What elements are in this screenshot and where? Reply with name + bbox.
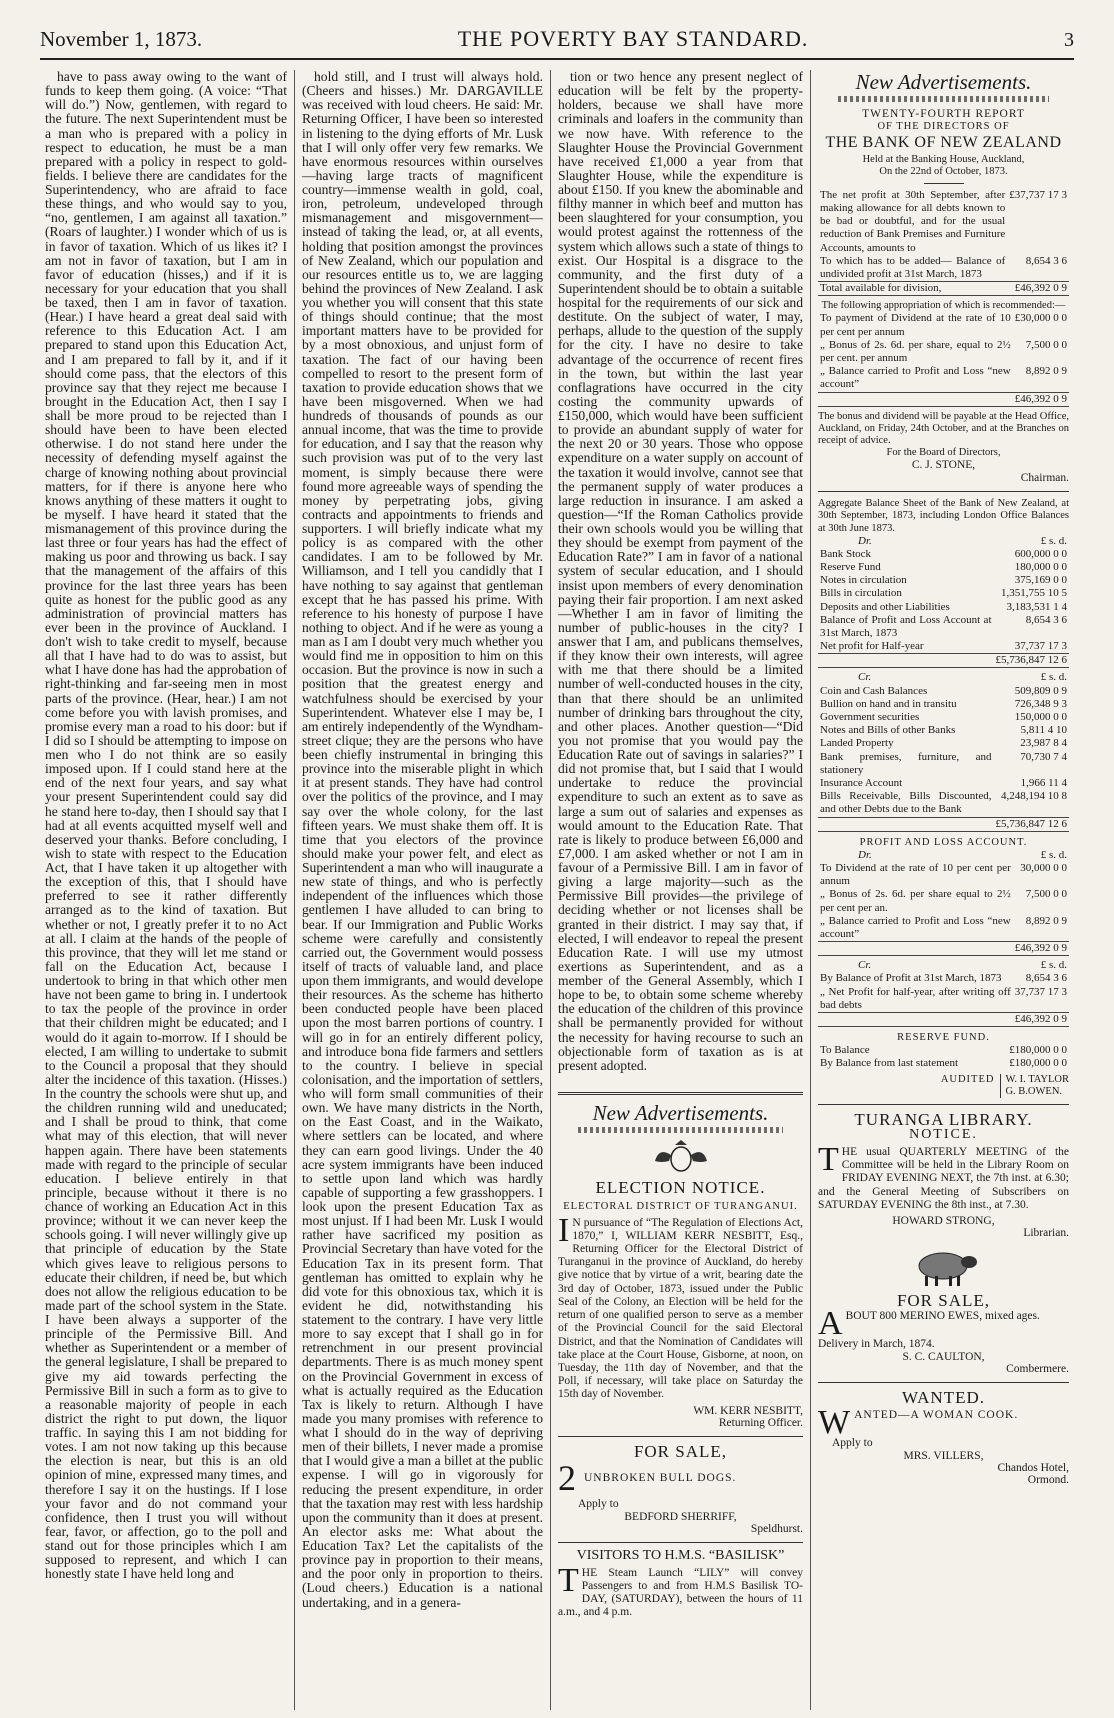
balance-intro: Aggregate Balance Sheet of the Bank of New Zealand, at 30th September, 1873, including London Office Balances at 30th June 1873.: [818, 498, 1069, 534]
wanted-apply: Apply to: [832, 1437, 873, 1450]
table-row: [818, 601, 1069, 614]
row-amount: 5,811 4 10: [1020, 724, 1067, 737]
row-amount: 8,892 0 9: [1025, 914, 1067, 927]
sale-title: FOR SALE,: [896, 1291, 991, 1311]
row-amount: £46,392 0 9: [1014, 1013, 1067, 1026]
wanted-town: Ormond.: [1027, 1474, 1069, 1487]
divider: [818, 1104, 1069, 1105]
dr-label: Dr.: [858, 848, 872, 861]
row-amount: 8,654 3 6: [1025, 972, 1067, 985]
table-row: [818, 698, 1069, 711]
issue-date: November 1, 1873.: [40, 27, 203, 51]
row-label: Bills in circulation: [820, 587, 902, 600]
table-header: [818, 849, 1069, 862]
row-amount: 7,500 0 0: [1025, 338, 1067, 351]
row-amount: £5,736,847 12 6: [995, 654, 1067, 667]
row-label: „ Balance carried to Profit and Loss “new account”: [820, 914, 1011, 940]
row-amount: 30,000 0 0: [1020, 861, 1067, 874]
election-notice-title: ELECTION NOTICE.: [595, 1177, 766, 1197]
visitors-body: [558, 1561, 803, 1620]
table-row: [818, 640, 1069, 654]
wanted-title: WANTED.: [901, 1388, 985, 1408]
column-4: [810, 70, 1076, 1710]
row-label: The net profit at 30th September, after making allowance for all debts known to be bad or doubtful, and for the usual reduction of Bank Premises and Furniture Accounts, amounts to: [820, 188, 1006, 254]
library-title: TURANGA LIBRARY.: [854, 1109, 1033, 1129]
row-amount: 150,000 0 0: [1014, 711, 1067, 724]
table-row: [818, 711, 1069, 724]
row-amount: £46,392 0 9: [1014, 942, 1067, 955]
table-row: [818, 915, 1069, 942]
row-amount: 1,966 11 4: [1020, 776, 1067, 789]
row-amount: 8,654 3 6: [1025, 254, 1067, 267]
table-row: [818, 339, 1069, 365]
auditor-2: G. B.OWEN.: [1005, 1085, 1063, 1097]
row-amount: 3,183,531 1 4: [1006, 600, 1067, 613]
appropriation-table: [818, 312, 1069, 406]
lsd-header: £ s. d.: [1040, 671, 1067, 684]
chairman-name: C. J. STONE,: [911, 458, 976, 471]
row-amount: 8,892 0 9: [1025, 365, 1067, 378]
row-amount: £30,000 0 0: [1014, 312, 1067, 325]
election-district: ELECTORAL DISTRICT OF TURANGANUI.: [563, 1200, 798, 1212]
pl-title: PROFIT AND LOSS ACCOUNT.: [859, 836, 1028, 848]
profit-table: [818, 189, 1069, 297]
table-row: [818, 737, 1069, 750]
row-label: [818, 942, 1013, 956]
row-amount: 70,730 7 4: [1020, 750, 1067, 763]
table-row: [818, 614, 1069, 640]
divider: [558, 1542, 803, 1543]
divider: [558, 1092, 803, 1095]
dr-label: Dr.: [858, 534, 872, 547]
table-row: [818, 942, 1069, 956]
new-ads-heading: New Advertisements.: [592, 1101, 769, 1125]
auditor-names: [1000, 1074, 1069, 1098]
row-amount: £37,737 17 3: [1009, 188, 1067, 201]
dropcap: T: [818, 1141, 839, 1179]
table-row: [818, 685, 1069, 698]
row-label: „ Balance carried to Profit and Loss “new account”: [820, 365, 1011, 391]
row-label: Notes and Bills of other Banks: [820, 724, 956, 737]
row-label: To Dividend at the rate of 10 per cent per annum: [820, 861, 1011, 888]
speech-continuation: [558, 70, 803, 1084]
divider: [818, 491, 1069, 492]
table-header: [818, 535, 1069, 548]
table-row: [818, 392, 1069, 406]
row-amount: 509,809 0 9: [1014, 684, 1067, 697]
row-amount: 7,500 0 0: [1025, 888, 1067, 901]
sale-delivery: Delivery in March, 1874.: [818, 1337, 935, 1350]
table-row: [818, 1013, 1069, 1027]
election-notice-body: [558, 1211, 803, 1402]
divider: [924, 183, 964, 184]
row-label: Landed Property: [820, 737, 894, 750]
pl-cr-table: [818, 959, 1069, 1027]
lsd-header: £ s. d.: [1040, 534, 1067, 547]
audited-label: AUDITED: [940, 1073, 995, 1085]
table-row: [818, 1044, 1069, 1057]
table-row: [818, 1057, 1069, 1070]
visitors-title: VISITORS TO H.M.S. “BASILISK”: [576, 1548, 785, 1564]
table-row: [818, 724, 1069, 737]
balance-dr-table: [818, 535, 1069, 669]
sale-body: [818, 1304, 1069, 1342]
table-header: [818, 959, 1069, 972]
masthead: [40, 18, 1074, 60]
table-row: [818, 282, 1069, 296]
sale-place: Combermere.: [1006, 1363, 1069, 1376]
table-row: [818, 574, 1069, 587]
table-row: [818, 189, 1069, 255]
balance-cr-table: [818, 671, 1069, 831]
librarian-name: HOWARD STRONG,: [892, 1215, 995, 1228]
columns: [38, 70, 1076, 1710]
cr-label: Cr.: [858, 959, 872, 972]
lsd-header: £ s. d.: [1040, 959, 1067, 972]
row-amount: £46,392 0 9: [1007, 282, 1069, 296]
bull-dogs-seller: BEDFORD SHERRIFF,: [624, 1510, 737, 1523]
column-2: [294, 70, 550, 1710]
row-label: Coin and Cash Balances: [820, 684, 928, 697]
table-header: [818, 671, 1069, 684]
row-amount: £46,392 0 9: [1014, 392, 1067, 405]
table-row: [818, 777, 1069, 790]
row-label: By Balance of Profit at 31st March, 1873: [820, 972, 1002, 985]
row-label: Notes in circulation: [820, 574, 907, 587]
table-row: [818, 790, 1069, 817]
table-row: [818, 888, 1069, 914]
bull-dogs-ad: [558, 1460, 803, 1497]
row-amount: 4,248,194 10 8: [1001, 790, 1067, 803]
bull-dogs-place: Speldhurst.: [750, 1523, 803, 1536]
row-label: To payment of Dividend at the rate of 10 per cent per annum: [820, 312, 1011, 338]
row-label: „ Bonus of 2s. 6d. per share equal to 2½ per cent per an.: [820, 888, 1011, 914]
row-amount: 8,654 3 6: [1025, 613, 1067, 626]
new-ads-heading: New Advertisements.: [855, 70, 1032, 94]
sale-body-text: BOUT 800 MERINO EWES, mixed ages.: [845, 1309, 1040, 1322]
table-row: [818, 817, 1069, 831]
wanted-body: [818, 1404, 1069, 1442]
table-row: [818, 654, 1069, 668]
sheep-icon: [907, 1244, 981, 1288]
auditor-1: W. I. TAYLOR: [1005, 1073, 1069, 1085]
row-amount: £180,000 0 0: [1009, 1044, 1067, 1057]
row-label: [818, 654, 994, 668]
column-3: [550, 70, 810, 1710]
held-at: Held at the Banking House, Auckland,: [862, 153, 1025, 165]
row-label: Bank premises, furniture, and stationery: [820, 750, 992, 776]
wavy-rule: [838, 96, 1049, 102]
election-signer: WM. KERR NESBITT,: [693, 1404, 803, 1417]
row-label: „ Bonus of 2s. 6d. per share, equal to 2½ per cent. per annum: [820, 338, 1011, 364]
dropcap: T: [558, 1561, 579, 1599]
row-label: Insurance Account: [820, 776, 903, 789]
row-label: [818, 1013, 1013, 1027]
row-label: Government securities: [820, 711, 920, 724]
row-amount: 37,737 17 3: [1014, 985, 1067, 998]
row-amount: 375,169 0 0: [1014, 574, 1067, 587]
row-label: Total available for division,: [818, 282, 1007, 296]
speech-text-3: tion or two hence any present neglect of education will be felt by the property-holders, because we shall have more criminals and loafers in the community than we now have. With reference to the Slaughter House the Provincial Government have received £1,000 a year from that Slaughter House, while the expenditure is about £150. If you knew the abominable and filthy manner in which beef and mutton has been slaughtered for your consumption, you would protest against the rottenness of the system which allows such a state of things to exist. Our Hospital is a disgrace to the community, and the first duty of a Superintendent should be to obtain a suitable hospital for the requirements of our sick and destitute. On the subject of water, I may, perhaps, allude to the question of the supply for the city. I have no desire to take advantage of the occurrence of recent fires in the town, but within the last year conflagrations have occurred in the city costing the community upwards of £150,000, which would have been sufficient to provide an abundant supply of water for the next 20 or 30 years. Those who oppose expenditure on a water supply on account of the taxation it would involve, cannot see that the permanent supply of water produces a large reduction in insurance. I am asked a question—“If the Roman Catholics provide their own schools would you be willing that they should be exempt from payment of the Education Rate?” I am in favor of a national system of secular education, and I should insist upon members of every denomination paying their fair proportion. I am next asked—Whether I am in favor of limiting the number of public-houses in the city? I answer that I am, and publicans themselves, if they know their own interests, will agree with me that there should be a limited number of well-conducted houses in the city, than that there should be an unlimited number of drinking bars throughout the city, and other places. Another question—“Did you not promise that you would pay the Education Rate out of savings in salaries?” I did not promise that, but I said that I would undertake to reduce the provincial expenditure to such an extent as to save as large a sum out of salaries and expenses as would amount to the Education Rate. That rate is likely to produce between £6,000 and £7,000. I am asked whether or not I am in favour of a Permissive Bill. I am in favor of giving a large majority—such as the Permissive Bill provides—the privilege of deciding whether or not licenses shall be granted in their district. I may say that, if elected, I will endeavor to repeal the present Education Rate. I will use my utmost exertions as Superintendent, and as a member of the General Assembly, which I hope to be, to obtain some scheme whereby the education of the children of this province shall be permanently provided for without the necessity for having recourse to such an objectionable form of taxation as is at present adopted.: [558, 70, 803, 1073]
election-signer-role: Returning Officer.: [718, 1416, 803, 1429]
report-subtitle: OF THE DIRECTORS OF: [877, 121, 1010, 133]
row-label: „ Net Profit for half-year, after writing off bad debts: [820, 985, 1011, 1011]
wanted-place: Chandos Hotel,: [997, 1462, 1069, 1475]
row-label: To Balance: [820, 1044, 870, 1057]
reserve-table: [818, 1044, 1069, 1070]
cr-label: Cr.: [858, 671, 872, 684]
sale-seller: S. C. CAULTON,: [902, 1351, 985, 1364]
table-row: [818, 751, 1069, 777]
row-label: Balance of Profit and Loss Account at 31st March, 1873: [820, 613, 992, 639]
bank-name: THE BANK OF NEW ZEALAND: [825, 134, 1062, 152]
row-label: Reserve Fund: [820, 560, 881, 573]
row-amount: 23,987 8 4: [1020, 737, 1067, 750]
lsd-header: £ s. d.: [1040, 848, 1067, 861]
speech-text-2: hold still, and I trust will always hold. (Cheers and hisses.) Mr. DARGAVILLE was received with loud cheers. He said: Mr. Returning Officer, I have been so interested in listening to the dying efforts of Mr. Lusk that I will only offer very few remarks. We have enormous resources within ourselves—having large tracts of magnificent country—immense wealth in gold, coal, iron, petroleum, undeveloped through mismanagement and misgovernment—instead of taking the lead, or, at all events, holding that position amongst the provinces of New Zealand, which our population and our resources entitle us to, we are lagging behind the provinces of New Zealand. I ask you whether you will consent that this state of things should continue; that the most important matters have to be provided for by a most obnoxious, and unjust form of taxation. The fact of our having been compelled to resort to the present form of taxation to provide education shows that we have been misgoverned. When we had hundreds of thousands of pounds as our annual income, that was the time to provide for education, and I say that the reason why such provision was put of to the very last moment, is simply because there were found more agreeable ways of spending the money by perpetrating jobs, giving contracts and appointments to friends and supporters. I will briefly indicate what my policy is as compared with the other candidates. I am to be followed by Mr. Williamson, and I tell you candidly that I have nothing to say against that gentleman except that he has passed his prime. With reference to his honesty of purpose I have nothing to object. And if he were as young a man as I am I doubt very much whether you would find me in opposition to him on this occasion. But the province is now in such a position that the greatest energy and watchfulness should be exercised by your Superintendent. Whatever else I may be, I am entirely independently of the Wyndham-street clique; they are the persons who have been chiefly instrumental in bringing this province into the miserable plight in which it at present stands. They have had control over the politics of the province, and I may say over the whole colony, for the last fifteen years. We must shake them off. It is time that you electors of the province should make your power felt, and elect as Superintendent a man who will inaugurate a new state of things, and who is perfectly independent of the influences which those gentlemen I have alluded to can bring to bear. If our Immigration and Public Works scheme were carefully and consistently carried out, the Government would possess itself of tracts of valuable land, and place upon them immigrants, and would develope their resources. As the scheme has hitherto been conducted people have been placed upon the most barren portions of country. I will go in for an entirely different policy, and introduce bona fide farmers and settlers to the country. I believe in special colonisation, and the importation of settlers, who will form small communities of their own. We have many districts in the North, on the East Coast, and in the Waikato, where settlers can be located, and where they can earn good livings. Under the 40 acre system immigrants have been induced to settle upon land which was hardly capable of supporting a few grasshoppers. I look upon the present Education Tax as most unjust. If I had been Mr. Lusk I would rather have sacrificed my position as Provincial Secretary than have voted for the Education Tax in its present form. That gentleman has omitted to explain why he did vote for this obnoxious tax, which it is evident he did, notwithstanding his statement to the contrary. I have very little more to say except that I shall go in for retrenchment in our present provincial departments. There is as much money spent on the Provincial Government in excess of what is actually required as the Education Tax is likely to return. Although I have made you many promises with reference to what I should do in the way of depriving men of their billets, I never made a promise that I would give a man a billet at the public expense. I will go in vigorously for reducing the present expenditure, in order that the taxation may rest with less hardship upon the community than it does at present. An elector asks me: What about the Education Tax? Let the capitalists of the province pay in proportion to their means, and the poor only in proportion to theirs. (Loud cheers.) Education is a national undertaking, and in a genera-: [302, 70, 543, 1610]
row-label: By Balance from last statement: [820, 1057, 959, 1070]
library-body: [818, 1141, 1069, 1212]
row-label: Bullion on hand and in transitu: [820, 697, 957, 710]
bull-dogs-count: 2: [558, 1458, 576, 1499]
row-amount: £5,736,847 12 6: [995, 817, 1067, 830]
row-label: [818, 817, 994, 831]
row-amount: 726,348 9 3: [1014, 697, 1067, 710]
table-row: [818, 561, 1069, 574]
royal-crest-icon: [651, 1139, 711, 1175]
table-row: [818, 587, 1069, 600]
row-amount: £180,000 0 0: [1009, 1057, 1067, 1070]
row-amount: 600,000 0 0: [1014, 547, 1067, 560]
dropcap: W: [818, 1404, 852, 1442]
column-1: [38, 70, 294, 1710]
divider: [818, 1382, 1069, 1383]
table-row: [818, 365, 1069, 392]
bull-dogs-apply: Apply to: [578, 1497, 619, 1510]
table-row: [818, 972, 1069, 985]
row-amount: 37,737 17 3: [1014, 640, 1067, 653]
wanted-body-text: ANTED—A WOMAN COOK.: [854, 1409, 1019, 1422]
table-row: [818, 986, 1069, 1013]
speech-text-1: have to pass away owing to the want of funds to keep them going. (A voice: “That will do.”) Now, gentlemen, with regard to the future. The next Superintendent must be a man who is prepared with a policy in respect to education, he must be a man prepared with a policy in respect to gold-fields. I believe there are candidates for the Superintendency, who are afraid to face these things, and who would say to you, “no, gentlemen, I am against all taxation.” (Roars of laughter.) I wonder which of us is in favor of taxation. Which of us likes it? I am not in favor of taxation, but I am in favor of education (hisses,) and if it is necessary for your education that you shall be taxed, then I am in favor of taxation. (Hear.) I have heard a great deal said with reference to this Education Act. I am prepared to stand upon this Education Act, and I am prepared to fall by it, and if it should come pass, that the electors of this province say that they reject me because I brought in the Education Act, then I say I shall be more proud to be rejected than I should have been to have been elected otherwise. I do not stand here under the necessity of defending myself against the charge of knowing nothing about provincial matters, for if there is anyone here who knows anything of these matters it ought to be myself. I have heard it stated that the mismanagement of this province during the last three or four years has had the effect of making us poor and throwing us back. I say that the management of the affairs of this province for the last three years has been quite as honest for the public good as any administration of provincial matters has ever been in the province of Auckland. I don't wish to take credit to myself, because all that I have had to do was to assist, but what I have done has had the approbation of right-thinking and far-seeing men in most parts of the province. (Hear, hear.) I am not come before you with lavish promises, and promise every man a road to his door: but if I did so I should be attempting to impose on men who I do not think are so easily imposed upon. If I could stand here at the end of the next four years, and say what your present Superintendent could say did he stand here to-day, then I should say that I had at all events acquitted myself well and deserved your thanks. Before concluding, I wish to state with respect to the Education Act, that I have taken it up altogether with the exception of this, that I should have preferred to see it rather differently arranged as to the kind of taxation. But whether or not, I greatly prefer it to no Act at all. I claim at the hands of the people of this province, that they will let me stand or fall on the Education Act, because I undertook to bring in that which other men have not been game to bring in. I undertook to tax the people of the province in order that their children might be educated; and I would do it again to-morrow. If I should be elected, I am willing to undertake to submit to the Council a proposal that they should alter the incidence of this taxation. (Hisses.) In the country the schools were shut up, and the children running wild and uneducated; and I shall be proud to think, that come what may of this election, that will never happen again. There have been statements made with regard to the principle of secular education. I believe entirely in that principle, because without it there is no chance of working an Education Act in this province; without it we can never keep the schools going. I will never willingly give up that principle of education by the State which gives leave to religious persons to educate their children, if need be, but which does not allow the religious education to be made part of the school system in the State. I have been always a supporter of the principle of the Permissive Bill. And whether as Superintendent or a member of the general legislature, I shall be prepared to give my aid towards perfecting the Permissive Bill in such a form as to give to a reasonable majority of people in each district the right to put down, the liquor traffic. In saying this I am not bidding for votes. I am not now taking up this because the election is near, but this is an old opinion of mine, expressed many times, and therefore I say it on the hustings. If I lose your favor and do not command your confidence, then I trust you will without fear, favor, or affection, go to the poll and stand out for those principles which I am supposed to represent, and which I can honestly state I have held long and: [45, 70, 287, 1582]
table-row: [818, 548, 1069, 561]
row-label: [818, 392, 1013, 406]
row-label: Bank Stock: [820, 547, 872, 560]
pl-dr-table: [818, 849, 1069, 957]
dropcap: A: [818, 1304, 843, 1342]
librarian-role: Librarian.: [1023, 1227, 1069, 1240]
row-amount: 180,000 0 0: [1014, 560, 1067, 573]
newspaper-title: THE POVERTY BAY STANDARD.: [457, 26, 809, 51]
table-row: [818, 862, 1069, 888]
table-row: [818, 312, 1069, 338]
table-row: [818, 255, 1069, 282]
for-board: For the Board of Directors,: [886, 446, 1001, 458]
row-label: Deposits and other Liabilities: [820, 600, 950, 613]
row-label: To which has to be added— Balance of undivided profit at 31st March, 1873: [820, 254, 1006, 280]
divider: [558, 1436, 803, 1437]
row-label: Net profit for Half-year: [820, 640, 924, 653]
auditors: [818, 1074, 1069, 1098]
notice-title: NOTICE.: [909, 1127, 978, 1143]
wavy-rule: [578, 1127, 783, 1133]
bull-dogs-text: UNBROKEN BULL DOGS.: [584, 1472, 737, 1485]
reserve-title: RESERVE FUND.: [897, 1032, 990, 1044]
row-label: Bills Receivable, Bills Discounted, and other Debts due to the Bank: [820, 790, 992, 816]
bonus-note: The bonus and dividend will be payable at the Head Office, Auckland, on Friday, 24th October, and at the Branches on receipt of advice.: [818, 410, 1069, 446]
row-amount: 1,351,755 10 5: [1001, 587, 1067, 600]
election-body-text: N pursuance of “The Regulation of Elections Act, 1870,” I, WILLIAM KERR NESBITT, Esq., Returning Officer for the Electoral District of Turanganui in the province of Auckland, do hereby give notice that by virtue of a writ, bearing date the 3rd day of October, 1873, issued under the Public Seal of the Colony, an Election will be held for the return of one qualified person to serve as a member of the Provincial Council for the said Electoral District, and that the Nomination of Candidates will take place at the Court House, Gisborne, at noon, on Tuesday, the 11th day of November, and that the Poll, if necessary, will take place on Saturday the 15th day of November.: [558, 1216, 803, 1401]
chairman-role: Chairman.: [1020, 472, 1069, 485]
library-body-text: HE usual QUARTERLY MEETING of the Committee will be held in the Library Room on FRIDAY EVENING NEXT, the 7th inst. at 6.30; and the General Meeting of Subscribers on SATURDAY EVENING the 8th inst., at 7.30.: [818, 1146, 1069, 1211]
for-sale-title: FOR SALE,: [633, 1441, 728, 1461]
appropriation-intro: The following appropriation of which is recommended:—: [821, 300, 1066, 312]
dropcap: I: [558, 1211, 570, 1249]
report-title: TWENTY-FOURTH REPORT: [862, 107, 1025, 120]
page-number: 3: [1063, 29, 1074, 51]
wanted-name: MRS. VILLERS,: [903, 1450, 984, 1463]
visitors-body-text: HE Steam Launch “LILY” will convey Passengers to and from H.M.S Basilisk TO-DAY, (SATURDAY), between the hours of 11 a.m., and 4 p.m.: [558, 1566, 803, 1619]
held-on: On the 22nd of October, 1873.: [879, 165, 1008, 177]
